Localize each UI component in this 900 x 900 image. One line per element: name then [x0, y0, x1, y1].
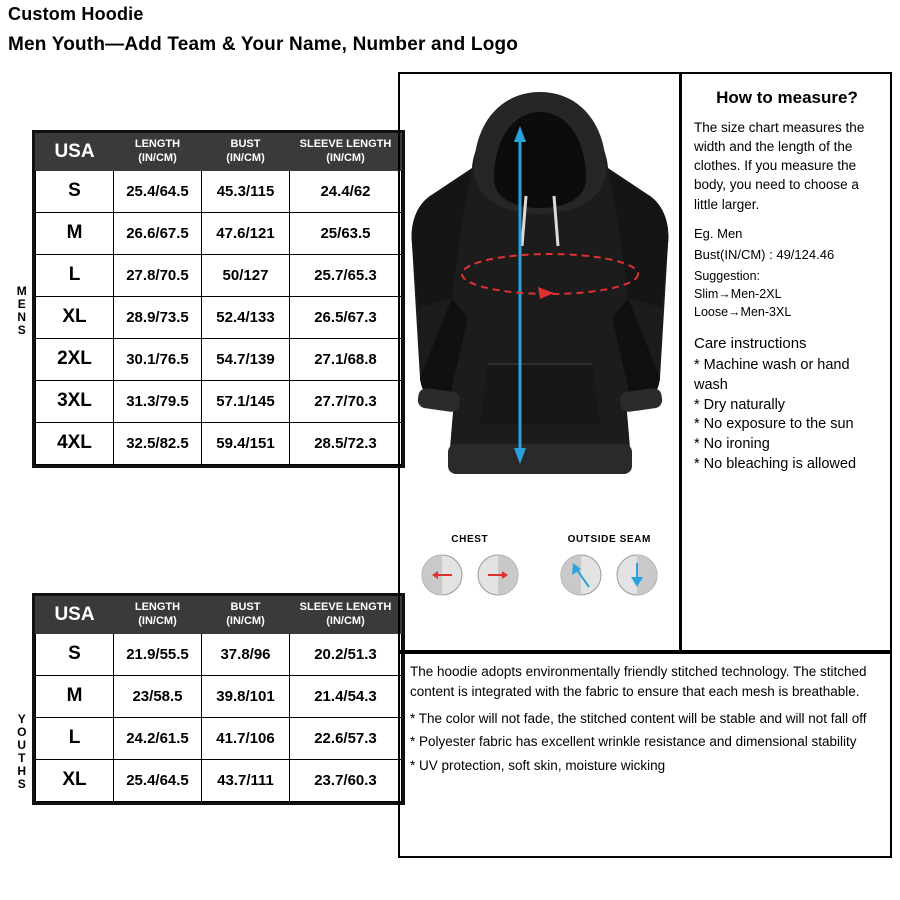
- care-item: * No exposure to the sun: [694, 416, 854, 433]
- legend-label-chest: CHEST: [451, 534, 489, 545]
- youths-side-label: Y O U T H S: [17, 712, 27, 791]
- cell-sleeve: 22.6/57.3: [290, 717, 402, 759]
- cell-bust: 59.4/151: [202, 422, 290, 464]
- example-line-1: Eg. Men: [694, 225, 743, 241]
- suggestion-label: Suggestion:: [694, 268, 761, 283]
- column-header-sleeve-main: SLEEVE LENGTH: [299, 138, 392, 150]
- column-header-sleeve-sub: (IN/CM): [326, 151, 365, 164]
- how-to-measure-panel: [680, 72, 892, 652]
- column-header-usa: USA: [36, 134, 114, 171]
- cell-length: 25.4/64.5: [114, 170, 202, 212]
- cell-size: S: [36, 633, 114, 675]
- column-header-sleeve-sub: (IN/CM): [326, 614, 365, 627]
- column-header-bust-main: BUST: [230, 601, 261, 613]
- cell-bust: 45.3/115: [202, 170, 290, 212]
- suggestion-slim: Slim→Men-2XL: [694, 286, 782, 301]
- fabric-description-paragraph: The hoodie adopts environmentally friendly stitched technology. The stitched content is integrated with the fabric to ensure that each mesh is breathable.: [410, 664, 867, 700]
- cell-length: 24.2/61.5: [114, 717, 202, 759]
- cell-length: 23/58.5: [114, 675, 202, 717]
- care-item: * No ironing: [694, 436, 770, 453]
- cell-sleeve: 28.5/72.3: [290, 422, 402, 464]
- cell-sleeve: 25/63.5: [290, 212, 402, 254]
- cell-bust: 39.8/101: [202, 675, 290, 717]
- example-line-2: Bust(IN/CM) : 49/124.46: [694, 247, 835, 263]
- mens-size-table: [35, 133, 402, 465]
- cell-sleeve: 21.4/54.3: [290, 675, 402, 717]
- table-row: [36, 212, 402, 254]
- cell-size: L: [36, 254, 114, 296]
- cell-length: 30.1/76.5: [114, 338, 202, 380]
- column-header-length: [114, 134, 202, 171]
- table-row: [36, 675, 402, 717]
- table-row: [36, 380, 402, 422]
- cell-size: 3XL: [36, 380, 114, 422]
- table-header-row: [36, 597, 402, 634]
- care-item: * No bleaching is allowed: [694, 455, 857, 472]
- cell-size: L: [36, 717, 114, 759]
- cell-bust: 47.6/121: [202, 212, 290, 254]
- cell-size: XL: [36, 296, 114, 338]
- legend-item-outside-seam: [544, 534, 674, 597]
- table-row: [36, 254, 402, 296]
- table-row: [36, 422, 402, 464]
- cell-bust: 37.8/96: [202, 633, 290, 675]
- page-title: Custom Hoodie: [8, 4, 144, 24]
- cell-length: 27.8/70.5: [114, 254, 202, 296]
- cell-sleeve: 26.5/67.3: [290, 296, 402, 338]
- fabric-description-panel: [398, 652, 892, 858]
- chest-measure-icon-right: [476, 553, 520, 597]
- cell-sleeve: 25.7/65.3: [290, 254, 402, 296]
- table-header-row: [36, 134, 402, 171]
- column-header-length: [114, 597, 202, 634]
- cell-bust: 57.1/145: [202, 380, 290, 422]
- how-to-measure-paragraph: The size chart measures the width and the length of the clothes. If you measure the body, you need to choose a little larger.: [694, 120, 865, 212]
- table-row: [36, 170, 402, 212]
- cell-size: XL: [36, 759, 114, 801]
- table-row: [36, 338, 402, 380]
- column-header-usa: USA: [36, 597, 114, 634]
- cell-bust: 50/127: [202, 254, 290, 296]
- cell-bust: 43.7/111: [202, 759, 290, 801]
- page-subtitle: Men Youth—Add Team & Your Name, Number and Logo: [8, 34, 519, 55]
- outside-seam-icon-right: [615, 553, 659, 597]
- column-header-bust-sub: (IN/CM): [226, 614, 265, 627]
- cell-length: 28.9/73.5: [114, 296, 202, 338]
- table-row: [36, 633, 402, 675]
- cell-length: 32.5/82.5: [114, 422, 202, 464]
- cell-sleeve: 27.1/68.8: [290, 338, 402, 380]
- cell-length: 21.9/55.5: [114, 633, 202, 675]
- cell-bust: 41.7/106: [202, 717, 290, 759]
- cell-sleeve: 24.4/62: [290, 170, 402, 212]
- cell-sleeve: 23.7/60.3: [290, 759, 402, 801]
- cell-length: 31.3/79.5: [114, 380, 202, 422]
- column-header-bust-sub: (IN/CM): [226, 151, 265, 164]
- column-header-length-sub: (IN/CM): [138, 614, 177, 627]
- care-item: * Dry naturally: [694, 396, 786, 413]
- cell-length: 26.6/67.5: [114, 212, 202, 254]
- how-to-measure-title: How to measure?: [716, 88, 858, 107]
- cell-length: 25.4/64.5: [114, 759, 202, 801]
- column-header-length-sub: (IN/CM): [138, 151, 177, 164]
- hoodie-image: [402, 78, 678, 528]
- column-header-bust-main: BUST: [230, 138, 261, 150]
- suggestion-loose: Loose→Men-3XL: [694, 305, 792, 320]
- column-header-bust: [202, 134, 290, 171]
- care-item: * Machine wash or hand wash: [694, 357, 850, 393]
- cell-size: 2XL: [36, 338, 114, 380]
- legend-item-chest: [405, 534, 535, 597]
- outside-seam-icon-left: [559, 553, 603, 597]
- cell-bust: 54.7/139: [202, 338, 290, 380]
- column-header-sleeve: [290, 597, 402, 634]
- fabric-bullet: * Polyester fabric has excellent wrinkle resistance and dimensional stability: [410, 734, 857, 750]
- cell-size: M: [36, 212, 114, 254]
- youths-size-table: [35, 596, 402, 802]
- hoodie-illustration-panel: [398, 72, 680, 652]
- cell-bust: 52.4/133: [202, 296, 290, 338]
- cell-size: 4XL: [36, 422, 114, 464]
- measure-legend: [400, 534, 679, 597]
- legend-label-outside-seam: OUTSIDE SEAM: [567, 534, 651, 545]
- chest-measure-icon-left: [420, 553, 464, 597]
- fabric-bullet: * UV protection, soft skin, moisture wicking: [410, 757, 666, 773]
- table-row: [36, 717, 402, 759]
- column-header-bust: [202, 597, 290, 634]
- care-instructions-title: Care instructions: [694, 335, 807, 353]
- table-row: [36, 759, 402, 801]
- table-row: [36, 296, 402, 338]
- cell-size: S: [36, 170, 114, 212]
- column-header-sleeve-main: SLEEVE LENGTH: [299, 601, 392, 613]
- cell-size: M: [36, 675, 114, 717]
- fabric-bullet: * The color will not fade, the stitched content will be stable and will not fall off: [410, 710, 867, 726]
- mens-side-label: M E N S: [16, 284, 28, 337]
- column-header-sleeve: [290, 134, 402, 171]
- column-header-length-main: LENGTH: [134, 601, 181, 613]
- cell-sleeve: 20.2/51.3: [290, 633, 402, 675]
- cell-sleeve: 27.7/70.3: [290, 380, 402, 422]
- column-header-length-main: LENGTH: [134, 138, 181, 150]
